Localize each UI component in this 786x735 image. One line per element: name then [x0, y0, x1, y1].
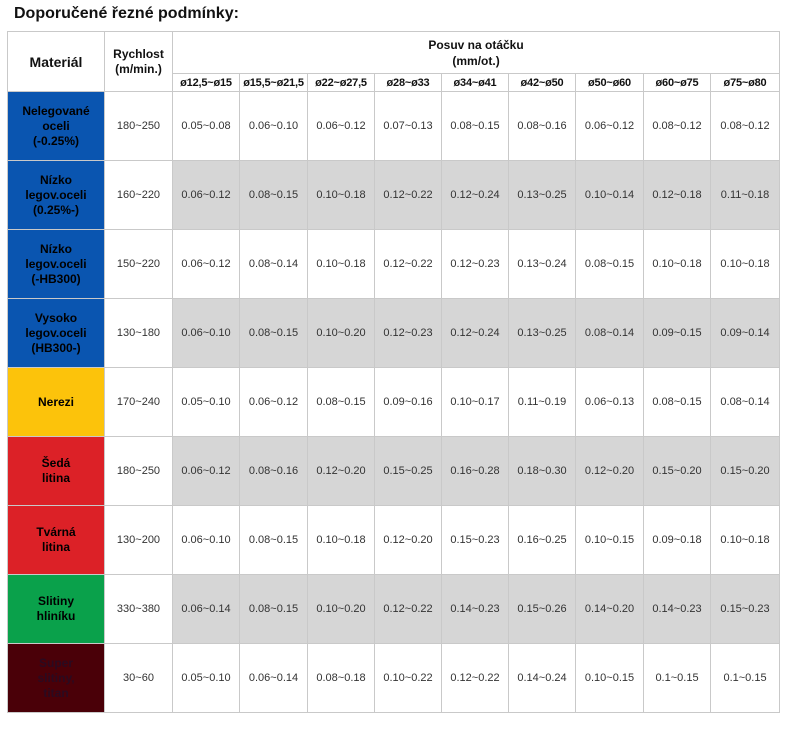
feed-value-cell: 0.06~0.13: [576, 368, 644, 437]
feed-value-cell: 0.06~0.14: [240, 644, 308, 713]
feed-value-cell: 0.10~0.18: [308, 161, 375, 230]
feed-value-cell: 0.08~0.12: [711, 92, 780, 161]
feed-value-cell: 0.14~0.20: [576, 575, 644, 644]
diameter-header: ø34~ø41: [442, 74, 509, 92]
feed-value-cell: 0.05~0.08: [173, 92, 240, 161]
material-cell: [8, 92, 105, 161]
material-label-line: litina: [41, 471, 70, 485]
material-label-line: Nelegované: [22, 103, 90, 118]
feed-value-cell: 0.15~0.26: [509, 575, 576, 644]
feed-value-cell: 0.11~0.19: [509, 368, 576, 437]
feed-value-cell: 0.08~0.14: [576, 299, 644, 368]
feed-value-cell: 0.08~0.15: [240, 575, 308, 644]
table-body: [8, 92, 780, 713]
material-cell: [8, 506, 105, 575]
material-label-line: legov.oceli: [25, 187, 87, 202]
diameter-header: ø15,5~ø21,5: [240, 74, 308, 92]
material-label-line: litina: [41, 540, 70, 554]
speed-cell: 160~220: [105, 161, 173, 230]
feed-value-cell: 0.08~0.15: [240, 506, 308, 575]
feed-value-cell: 0.12~0.23: [375, 299, 442, 368]
feed-value-cell: 0.08~0.16: [240, 437, 308, 506]
table-row: [8, 368, 780, 437]
feed-value-cell: 0.13~0.24: [509, 230, 576, 299]
feed-value-cell: 0.08~0.14: [240, 230, 308, 299]
feed-value-cell: 0.08~0.15: [240, 161, 308, 230]
diameter-header: ø50~ø60: [576, 74, 644, 92]
diameter-header: ø12,5~ø15: [173, 74, 240, 92]
table-row: [8, 644, 780, 713]
material-label-line: legov.oceli: [25, 325, 87, 340]
feed-value-cell: 0.08~0.12: [644, 92, 711, 161]
feed-value-cell: 0.06~0.10: [240, 92, 308, 161]
material-cell: [8, 161, 105, 230]
feed-value-cell: 0.10~0.15: [576, 506, 644, 575]
material-label-line: Tvárná: [36, 525, 76, 539]
feed-value-cell: 0.14~0.23: [442, 575, 509, 644]
speed-header: [105, 32, 173, 92]
feed-value-cell: 0.1~0.15: [644, 644, 711, 713]
feed-value-cell: 0.15~0.25: [375, 437, 442, 506]
feed-value-cell: 0.12~0.18: [644, 161, 711, 230]
table-row: [8, 575, 780, 644]
table-header: [8, 32, 780, 92]
speed-cell: 330~380: [105, 575, 173, 644]
feed-value-cell: 0.12~0.22: [375, 230, 442, 299]
table-row: [8, 230, 780, 299]
feed-value-cell: 0.10~0.15: [576, 644, 644, 713]
table-row: [8, 437, 780, 506]
feed-value-cell: 0.06~0.12: [173, 230, 240, 299]
material-label-line: Nerezi: [37, 394, 75, 409]
feed-value-cell: 0.06~0.10: [173, 506, 240, 575]
feed-value-cell: 0.10~0.20: [308, 299, 375, 368]
feed-value-cell: 0.18~0.30: [509, 437, 576, 506]
material-label-line: Vysoko: [34, 310, 78, 325]
feed-value-cell: 0.10~0.22: [375, 644, 442, 713]
diameter-header: ø75~ø80: [711, 74, 780, 92]
feed-value-cell: 0.13~0.25: [509, 299, 576, 368]
diameter-header: ø42~ø50: [509, 74, 576, 92]
feed-value-cell: 0.12~0.20: [308, 437, 375, 506]
feed-value-cell: 0.06~0.12: [240, 368, 308, 437]
speed-header-line2: (m/min.): [115, 61, 162, 76]
feed-value-cell: 0.09~0.16: [375, 368, 442, 437]
speed-header-line1: Rychlost: [113, 46, 164, 61]
feed-value-cell: 0.12~0.24: [442, 299, 509, 368]
feed-value-cell: 0.12~0.20: [576, 437, 644, 506]
feed-value-cell: 0.10~0.18: [644, 230, 711, 299]
table-row: [8, 161, 780, 230]
material-cell: [8, 644, 105, 713]
material-cell: [8, 437, 105, 506]
feed-value-cell: 0.06~0.14: [173, 575, 240, 644]
speed-cell: 180~250: [105, 437, 173, 506]
material-label-line: Nízko: [39, 172, 72, 187]
feed-value-cell: 0.15~0.23: [711, 575, 780, 644]
feed-value-cell: 0.15~0.20: [711, 437, 780, 506]
feed-value-cell: 0.15~0.20: [644, 437, 711, 506]
feed-value-cell: 0.12~0.22: [375, 161, 442, 230]
material-cell: [8, 230, 105, 299]
feed-header-line2: (mm/ot.): [452, 53, 500, 68]
feed-value-cell: 0.14~0.23: [644, 575, 711, 644]
diameter-header: ø22~ø27,5: [308, 74, 375, 92]
table-row: [8, 506, 780, 575]
diameter-header: ø28~ø33: [375, 74, 442, 92]
feed-value-cell: 0.16~0.28: [442, 437, 509, 506]
material-label-line: Šedá: [41, 456, 71, 470]
feed-value-cell: 0.05~0.10: [173, 644, 240, 713]
feed-value-cell: 0.08~0.15: [644, 368, 711, 437]
feed-value-cell: 0.10~0.18: [308, 506, 375, 575]
speed-cell: 130~200: [105, 506, 173, 575]
feed-value-cell: 0.12~0.23: [442, 230, 509, 299]
speed-cell: 150~220: [105, 230, 173, 299]
feed-value-cell: 0.08~0.18: [308, 644, 375, 713]
feed-value-cell: 0.12~0.22: [375, 575, 442, 644]
material-label-line: titan: [43, 685, 69, 700]
feed-value-cell: 0.10~0.18: [711, 506, 780, 575]
material-label-line: Nízko: [39, 241, 72, 256]
feed-value-cell: 0.10~0.20: [308, 575, 375, 644]
material-label-line: (HB300-): [31, 340, 81, 355]
feed-value-cell: 0.08~0.16: [509, 92, 576, 161]
feed-value-cell: 0.08~0.15: [576, 230, 644, 299]
speed-cell: 170~240: [105, 368, 173, 437]
feed-value-cell: 0.08~0.14: [711, 368, 780, 437]
material-label-line: (-HB300): [31, 271, 81, 286]
speed-cell: 30~60: [105, 644, 173, 713]
material-label-line: hliníku: [36, 609, 76, 623]
diameter-header: ø60~ø75: [644, 74, 711, 92]
material-label-line: Super: [38, 655, 73, 670]
speed-cell: 130~180: [105, 299, 173, 368]
feed-value-cell: 0.08~0.15: [308, 368, 375, 437]
feed-value-cell: 0.06~0.10: [173, 299, 240, 368]
feed-value-cell: 0.14~0.24: [509, 644, 576, 713]
feed-header-line1: Posuv na otáčku: [428, 37, 524, 52]
feed-value-cell: 0.15~0.23: [442, 506, 509, 575]
feed-value-cell: 0.10~0.17: [442, 368, 509, 437]
table-row: [8, 92, 780, 161]
material-cell: [8, 368, 105, 437]
feed-value-cell: 0.05~0.10: [173, 368, 240, 437]
feed-value-cell: 0.09~0.14: [711, 299, 780, 368]
material-label-line: oceli: [42, 118, 70, 133]
feed-value-cell: 0.06~0.12: [173, 437, 240, 506]
feed-value-cell: 0.08~0.15: [442, 92, 509, 161]
page-title: Doporučené řezné podmínky:: [14, 5, 239, 22]
table-row: [8, 299, 780, 368]
material-label-line: slitiny,: [37, 670, 75, 685]
feed-value-cell: 0.16~0.25: [509, 506, 576, 575]
material-header: Materiál: [8, 32, 105, 92]
feed-value-cell: 0.12~0.24: [442, 161, 509, 230]
feed-value-cell: 0.11~0.18: [711, 161, 780, 230]
feed-value-cell: 0.06~0.12: [576, 92, 644, 161]
feed-value-cell: 0.1~0.15: [711, 644, 780, 713]
material-label-line: legov.oceli: [25, 256, 87, 271]
feed-value-cell: 0.10~0.18: [711, 230, 780, 299]
speed-cell: 180~250: [105, 92, 173, 161]
feed-value-cell: 0.09~0.15: [644, 299, 711, 368]
material-label-line: Slitiny: [37, 594, 74, 608]
feed-value-cell: 0.07~0.13: [375, 92, 442, 161]
feed-value-cell: 0.08~0.15: [240, 299, 308, 368]
cutting-conditions-table: [7, 31, 780, 713]
material-cell: [8, 575, 105, 644]
feed-value-cell: 0.12~0.20: [375, 506, 442, 575]
feed-value-cell: 0.10~0.14: [576, 161, 644, 230]
material-cell: [8, 299, 105, 368]
feed-value-cell: 0.13~0.25: [509, 161, 576, 230]
feed-header: [173, 32, 780, 74]
material-label-line: (-0.25%): [32, 133, 79, 148]
feed-value-cell: 0.06~0.12: [173, 161, 240, 230]
feed-value-cell: 0.10~0.18: [308, 230, 375, 299]
material-label-line: (0.25%-): [32, 202, 79, 217]
feed-value-cell: 0.06~0.12: [308, 92, 375, 161]
feed-value-cell: 0.12~0.22: [442, 644, 509, 713]
feed-value-cell: 0.09~0.18: [644, 506, 711, 575]
